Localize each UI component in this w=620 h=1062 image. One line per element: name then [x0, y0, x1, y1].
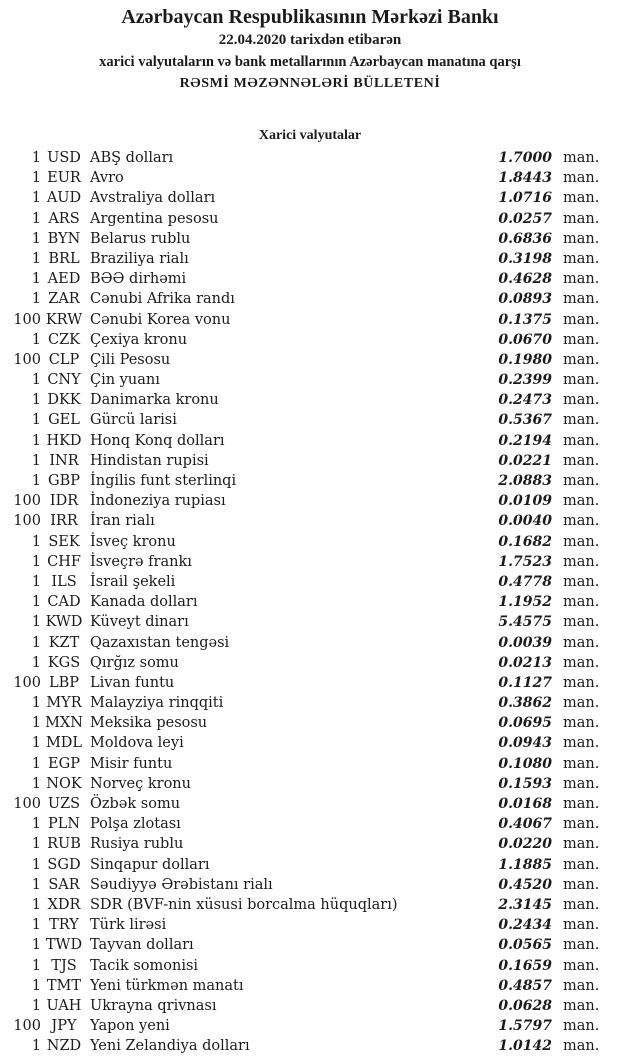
- currency-name-cell: Polşa zlotası: [90, 816, 181, 833]
- currency-code-cell: CZK: [47, 331, 80, 348]
- quantity-cell: 1: [31, 775, 41, 792]
- currency-row: [0, 491, 620, 511]
- currency-code-cell: SGD: [47, 856, 81, 873]
- currency-name-cell: Qazaxıstan tengəsi: [90, 634, 230, 651]
- rate-value-cell: 0.0943: [498, 735, 552, 752]
- currency-code-cell: BYN: [47, 230, 81, 247]
- currency-code-cell: CLP: [48, 351, 80, 368]
- currency-name-cell: Yeni Zelandiya dolları: [90, 1038, 250, 1055]
- currency-row: [0, 148, 620, 168]
- currency-row: [0, 653, 620, 673]
- quantity-cell: 1: [31, 836, 41, 853]
- quantity-cell: 1: [31, 654, 41, 671]
- currency-code-cell: DKK: [47, 392, 81, 409]
- manat-unit-cell: man.: [563, 775, 600, 792]
- currency-code-cell: LBP: [48, 674, 80, 691]
- currency-row: [0, 229, 620, 249]
- currency-row: [0, 794, 620, 814]
- rate-value-cell: 0.0695: [498, 715, 552, 732]
- currency-row: [0, 431, 620, 451]
- subtitle-line: xarici valyutaların və bank metallarının Azərbaycan manatına qarşı: [99, 54, 521, 70]
- currency-code-cell: UZS: [47, 796, 81, 812]
- manat-unit-cell: man.: [563, 715, 600, 732]
- manat-unit-cell: man.: [563, 836, 600, 853]
- rate-value-cell: 1.0142: [498, 1038, 552, 1055]
- currency-row: [0, 289, 620, 309]
- currency-name-cell: Danimarka kronu: [90, 392, 219, 409]
- quantity-cell: 1: [31, 594, 41, 611]
- quantity-cell: 1: [31, 614, 41, 631]
- currency-code-cell: AED: [47, 271, 81, 288]
- manat-unit-cell: man.: [563, 997, 600, 1014]
- currency-code-cell: ARS: [48, 210, 80, 227]
- currency-row: [0, 370, 620, 390]
- quantity-cell: 1: [31, 291, 41, 308]
- manat-unit-cell: man.: [563, 392, 600, 409]
- manat-unit-cell: man.: [563, 351, 600, 368]
- currency-name-cell: İndoneziya rupiası: [90, 493, 226, 510]
- quantity-cell: 1: [31, 977, 41, 994]
- currency-name-cell: Sinqapur dolları: [90, 856, 210, 873]
- quantity-cell: 1: [31, 755, 41, 772]
- rate-value-cell: 0.0257: [498, 210, 552, 227]
- quantity-cell: 1: [31, 210, 41, 227]
- currency-name-cell: Cənubi Afrika randı: [90, 291, 235, 308]
- rate-value-cell: 0.4628: [498, 271, 552, 288]
- currency-row: [0, 996, 620, 1016]
- currency-code-cell: NZD: [46, 1038, 82, 1055]
- currency-code-cell: TJS: [51, 957, 77, 974]
- currency-row: [0, 471, 620, 491]
- currency-name-cell: İngilis funt sterlinqi: [90, 473, 237, 489]
- currency-code-cell: SAR: [48, 876, 80, 893]
- quantity-cell: 1: [31, 452, 41, 469]
- currency-name-cell: Norveç kronu: [90, 775, 191, 792]
- rate-value-cell: 0.0670: [498, 331, 552, 348]
- currency-row: [0, 390, 620, 410]
- currency-name-cell: Malayziya rinqqiti: [90, 695, 224, 712]
- manat-unit-cell: man.: [563, 493, 600, 510]
- currency-name-cell: Misir funtu: [90, 755, 173, 772]
- currency-row: [0, 168, 620, 188]
- quantity-cell: 1: [31, 271, 41, 288]
- quantity-cell: 1: [31, 533, 41, 550]
- manat-unit-cell: man.: [563, 917, 600, 934]
- quantity-cell: 1: [31, 917, 41, 934]
- bulletin-title: RƏSMİ MƏZƏNNƏLƏRİ BÜLLETENİ: [179, 76, 441, 91]
- currency-row: [0, 633, 620, 653]
- manat-unit-cell: man.: [563, 816, 600, 833]
- rate-value-cell: 0.1659: [498, 957, 552, 974]
- currency-row: [0, 310, 620, 330]
- currency-name-cell: Çili Pesosu: [90, 351, 171, 368]
- quantity-cell: 1: [31, 997, 41, 1014]
- rate-value-cell: 2.3145: [498, 896, 552, 913]
- currency-code-cell: KWD: [45, 614, 83, 631]
- currency-row: [0, 855, 620, 875]
- quantity-cell: 1: [31, 937, 41, 954]
- currency-row: [0, 572, 620, 592]
- currency-name-cell: Meksika pesosu: [90, 715, 208, 732]
- currency-name-cell: BƏƏ dirhəmi: [90, 271, 187, 288]
- manat-unit-cell: man.: [563, 654, 600, 671]
- rate-value-cell: 0.2399: [498, 372, 552, 389]
- currency-code-cell: TRY: [49, 917, 79, 934]
- quantity-cell: 100: [13, 513, 41, 530]
- currency-code-cell: USD: [47, 150, 81, 166]
- currency-name-cell: Avro: [90, 170, 124, 187]
- manat-unit-cell: man.: [563, 957, 600, 974]
- currency-code-cell: INR: [49, 452, 79, 469]
- currency-row: [0, 1016, 620, 1036]
- rate-value-cell: 0.6836: [498, 230, 552, 247]
- bank-title: Azərbaycan Respublikasının Mərkəzi Bankı: [121, 6, 499, 28]
- rate-value-cell: 1.1952: [498, 594, 552, 611]
- rate-value-cell: 0.0565: [498, 937, 552, 954]
- manat-unit-cell: man.: [563, 412, 600, 429]
- currency-row: [0, 532, 620, 552]
- currency-name-cell: SDR (BVF-nin xüsusi borcalma hüquqları): [90, 896, 398, 913]
- manat-unit-cell: man.: [563, 695, 600, 712]
- currency-row: [0, 511, 620, 531]
- currency-code-cell: MXN: [45, 715, 83, 732]
- manat-unit-cell: man.: [563, 291, 600, 308]
- currency-name-cell: Türk lirəsi: [90, 917, 167, 934]
- quantity-cell: 1: [31, 715, 41, 732]
- rate-value-cell: 5.4575: [498, 614, 552, 631]
- manat-unit-cell: man.: [563, 452, 600, 469]
- quantity-cell: 1: [31, 695, 41, 712]
- quantity-cell: 1: [31, 876, 41, 893]
- quantity-cell: 1: [31, 230, 41, 247]
- currency-name-cell: Livan funtu: [90, 674, 175, 691]
- currency-name-cell: Hindistan rupisi: [90, 452, 209, 469]
- quantity-cell: 1: [31, 432, 41, 449]
- manat-unit-cell: man.: [563, 796, 600, 812]
- currency-code-cell: CAD: [47, 594, 81, 611]
- rate-value-cell: 1.1885: [498, 856, 552, 873]
- quantity-cell: 1: [31, 634, 41, 651]
- rate-value-cell: 1.7523: [498, 553, 552, 570]
- rate-value-cell: 1.0716: [498, 190, 552, 207]
- rate-value-cell: 0.5367: [498, 412, 552, 429]
- currency-code-cell: IRR: [50, 513, 78, 530]
- currency-code-cell: UAH: [46, 997, 82, 1014]
- currency-row: [0, 330, 620, 350]
- rate-value-cell: 0.0109: [498, 493, 552, 510]
- currency-code-cell: IDR: [49, 493, 79, 510]
- manat-unit-cell: man.: [563, 250, 600, 267]
- currency-name-cell: Gürcü larisi: [90, 412, 177, 429]
- currency-row: [0, 915, 620, 935]
- rate-value-cell: 0.1682: [498, 533, 552, 550]
- currency-name-cell: Braziliya rialı: [90, 250, 189, 267]
- quantity-cell: 1: [31, 392, 41, 409]
- rate-value-cell: 2.0883: [498, 473, 552, 489]
- manat-unit-cell: man.: [563, 331, 600, 348]
- rate-value-cell: 0.0893: [498, 291, 552, 308]
- manat-unit-cell: man.: [563, 755, 600, 772]
- currency-row: [0, 673, 620, 693]
- rate-value-cell: 1.7000: [498, 150, 552, 166]
- currency-row: [0, 350, 620, 370]
- currency-row: [0, 895, 620, 915]
- rate-value-cell: 0.4778: [498, 573, 552, 590]
- manat-unit-cell: man.: [563, 937, 600, 954]
- exchange-rates-table: [0, 148, 620, 1056]
- rate-value-cell: 0.1375: [498, 311, 552, 328]
- currency-code-cell: BRL: [48, 250, 80, 267]
- currency-row: [0, 754, 620, 774]
- currency-code-cell: ILS: [51, 573, 77, 590]
- quantity-cell: 100: [13, 493, 41, 510]
- currency-code-cell: SEK: [48, 533, 80, 550]
- currency-name-cell: Tayvan dolları: [90, 937, 194, 954]
- rate-value-cell: 0.0213: [498, 654, 552, 671]
- rate-value-cell: 0.3862: [498, 695, 552, 712]
- currency-code-cell: CNY: [47, 372, 81, 389]
- currency-name-cell: İsveç kronu: [90, 533, 176, 550]
- quantity-cell: 1: [31, 816, 41, 833]
- currency-name-cell: Argentina pesosu: [90, 210, 219, 227]
- manat-unit-cell: man.: [563, 210, 600, 227]
- quantity-cell: 1: [31, 473, 41, 489]
- rate-value-cell: 0.1127: [498, 674, 552, 691]
- currency-row: [0, 612, 620, 632]
- manat-unit-cell: man.: [563, 311, 600, 328]
- manat-unit-cell: man.: [563, 432, 600, 449]
- quantity-cell: 100: [13, 674, 41, 691]
- manat-unit-cell: man.: [563, 553, 600, 570]
- rate-value-cell: 0.0628: [498, 997, 552, 1014]
- currency-code-cell: MDL: [45, 735, 83, 752]
- currency-code-cell: GEL: [48, 412, 80, 429]
- currency-row: [0, 834, 620, 854]
- currency-name-cell: Ukrayna qrivnası: [90, 997, 217, 1014]
- currency-code-cell: KZT: [48, 634, 80, 651]
- currency-name-cell: Qırğız somu: [90, 654, 179, 671]
- rate-value-cell: 0.2434: [498, 917, 552, 934]
- manat-unit-cell: man.: [563, 230, 600, 247]
- manat-unit-cell: man.: [563, 372, 600, 389]
- currency-name-cell: Küveyt dinarı: [90, 614, 189, 631]
- currency-name-cell: Səudiyyə Ərəbistanı rialı: [90, 876, 273, 893]
- rate-value-cell: 0.1593: [498, 775, 552, 792]
- currency-name-cell: Çin yuanı: [90, 372, 160, 389]
- currency-row: [0, 693, 620, 713]
- rate-value-cell: 0.0040: [498, 513, 552, 530]
- currency-row: [0, 249, 620, 269]
- quantity-cell: 100: [13, 311, 41, 328]
- quantity-cell: 1: [31, 372, 41, 389]
- manat-unit-cell: man.: [563, 190, 600, 207]
- manat-unit-cell: man.: [563, 573, 600, 590]
- currency-code-cell: PLN: [47, 816, 81, 833]
- rate-value-cell: 0.4067: [498, 816, 552, 833]
- rate-value-cell: 0.2473: [498, 392, 552, 409]
- quantity-cell: 1: [31, 573, 41, 590]
- currency-row: [0, 814, 620, 834]
- currency-code-cell: EGP: [48, 755, 80, 772]
- currency-name-cell: Çexiya kronu: [90, 331, 188, 348]
- quantity-cell: 100: [13, 1018, 41, 1035]
- rate-value-cell: 0.4520: [498, 876, 552, 893]
- manat-unit-cell: man.: [563, 614, 600, 631]
- currency-code-cell: HKD: [46, 432, 82, 449]
- quantity-cell: 1: [31, 1038, 41, 1055]
- currency-code-cell: GBP: [48, 473, 80, 489]
- currency-code-cell: KRW: [45, 311, 83, 328]
- currency-row: [0, 552, 620, 572]
- currency-name-cell: ABŞ dolları: [90, 150, 174, 166]
- effective-date-line: 22.04.2020 tarixdən etibarən: [218, 32, 402, 48]
- rate-value-cell: 0.1980: [498, 351, 552, 368]
- rate-value-cell: 1.8443: [498, 170, 552, 187]
- currency-name-cell: İran rialı: [90, 513, 155, 530]
- currency-code-cell: ZAR: [48, 291, 80, 308]
- currency-name-cell: Honq Konq dolları: [90, 432, 225, 449]
- currency-code-cell: RUB: [47, 836, 81, 853]
- currency-name-cell: Yeni türkmən manatı: [90, 977, 244, 994]
- manat-unit-cell: man.: [563, 876, 600, 893]
- quantity-cell: 1: [31, 412, 41, 429]
- quantity-cell: 100: [13, 796, 41, 812]
- currency-row: [0, 713, 620, 733]
- currency-name-cell: İsveçrə frankı: [90, 553, 192, 570]
- rate-value-cell: 0.0221: [498, 452, 552, 469]
- quantity-cell: 1: [31, 331, 41, 348]
- currency-code-cell: TWD: [45, 937, 83, 954]
- quantity-cell: 1: [31, 735, 41, 752]
- currency-code-cell: JPY: [51, 1018, 77, 1035]
- currency-code-cell: MYR: [46, 695, 82, 712]
- manat-unit-cell: man.: [563, 1018, 600, 1035]
- quantity-cell: 1: [31, 553, 41, 570]
- currency-name-cell: Kanada dolları: [90, 594, 198, 611]
- currency-row: [0, 733, 620, 753]
- manat-unit-cell: man.: [563, 594, 600, 611]
- currency-row: [0, 269, 620, 289]
- quantity-cell: 1: [31, 896, 41, 913]
- currency-row: [0, 774, 620, 794]
- rate-value-cell: 0.1080: [498, 755, 552, 772]
- currency-code-cell: CHF: [47, 553, 81, 570]
- currency-name-cell: Avstraliya dolları: [90, 190, 216, 207]
- currency-name-cell: Moldova leyi: [90, 735, 184, 752]
- rate-value-cell: 1.5797: [498, 1018, 552, 1035]
- manat-unit-cell: man.: [563, 513, 600, 530]
- manat-unit-cell: man.: [563, 533, 600, 550]
- manat-unit-cell: man.: [563, 977, 600, 994]
- currency-code-cell: AUD: [46, 190, 82, 207]
- manat-unit-cell: man.: [563, 150, 600, 166]
- currency-row: [0, 935, 620, 955]
- rate-value-cell: 0.3198: [498, 250, 552, 267]
- manat-unit-cell: man.: [563, 856, 600, 873]
- currency-code-cell: NOK: [46, 775, 82, 792]
- quantity-cell: 1: [31, 150, 41, 166]
- currency-row: [0, 956, 620, 976]
- rate-value-cell: 0.2194: [498, 432, 552, 449]
- manat-unit-cell: man.: [563, 1038, 600, 1055]
- currency-row: [0, 451, 620, 471]
- currency-code-cell: XDR: [47, 896, 81, 913]
- rate-value-cell: 0.4857: [498, 977, 552, 994]
- currency-name-cell: Belarus rublu: [90, 230, 191, 247]
- currency-row: [0, 209, 620, 229]
- manat-unit-cell: man.: [563, 735, 600, 752]
- currency-name-cell: Rusiya rublu: [90, 836, 184, 853]
- currency-row: [0, 188, 620, 208]
- section-title-foreign-currencies: Xarici valyutalar: [258, 128, 362, 143]
- currency-row: [0, 592, 620, 612]
- currency-name-cell: Tacik somonisi: [90, 957, 199, 974]
- rate-value-cell: 0.0039: [498, 634, 552, 651]
- quantity-cell: 1: [31, 170, 41, 187]
- rate-value-cell: 0.0220: [498, 836, 552, 853]
- currency-row: [0, 410, 620, 430]
- currency-code-cell: TMT: [46, 977, 82, 994]
- currency-name-cell: Özbək somu: [90, 796, 181, 812]
- currency-row: [0, 1036, 620, 1056]
- currency-row: [0, 976, 620, 996]
- currency-name-cell: İsrail şekeli: [90, 573, 176, 590]
- currency-code-cell: EUR: [47, 170, 81, 187]
- manat-unit-cell: man.: [563, 473, 600, 489]
- rate-value-cell: 0.0168: [498, 796, 552, 812]
- currency-name-cell: Yapon yeni: [90, 1018, 170, 1035]
- manat-unit-cell: man.: [563, 271, 600, 288]
- manat-unit-cell: man.: [563, 634, 600, 651]
- manat-unit-cell: man.: [563, 896, 600, 913]
- quantity-cell: 1: [31, 190, 41, 207]
- manat-unit-cell: man.: [563, 170, 600, 187]
- quantity-cell: 1: [31, 957, 41, 974]
- manat-unit-cell: man.: [563, 674, 600, 691]
- currency-name-cell: Cənubi Korea vonu: [90, 311, 231, 328]
- bulletin-header: [0, 0, 620, 95]
- quantity-cell: 1: [31, 856, 41, 873]
- currency-row: [0, 875, 620, 895]
- quantity-cell: 1: [31, 250, 41, 267]
- currency-code-cell: KGS: [47, 654, 81, 671]
- quantity-cell: 100: [13, 351, 41, 368]
